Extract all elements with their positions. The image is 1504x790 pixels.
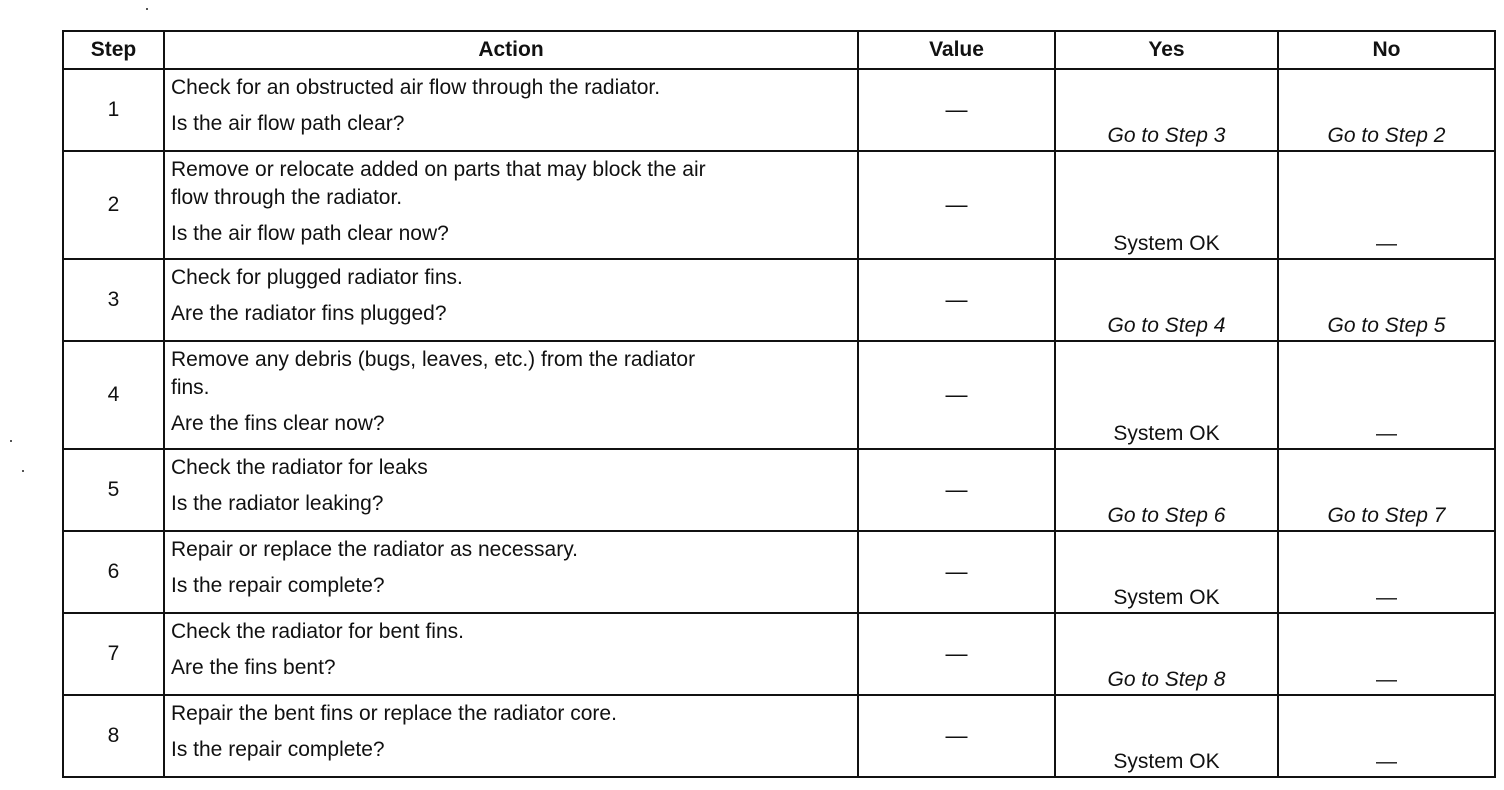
no-cell: — (1278, 613, 1495, 695)
action-question: Is the air flow path clear now? (171, 222, 449, 245)
action-question: Is the repair complete? (171, 574, 385, 597)
action-cell (164, 341, 858, 449)
table-row (63, 69, 1495, 151)
no-cell: — (1278, 531, 1495, 613)
step-number: 1 (63, 69, 164, 151)
yes-cell: System OK (1055, 695, 1278, 777)
action-text: Check for an obstructed air flow through the radiator. (171, 76, 661, 99)
value-cell: — (858, 341, 1055, 449)
action-text: flow through the radiator. (171, 186, 403, 209)
table-row (63, 531, 1495, 613)
yes-cell: System OK (1055, 341, 1278, 449)
value-cell: — (858, 613, 1055, 695)
step-number: 8 (63, 695, 164, 777)
action-cell (164, 69, 858, 151)
yes-cell: Go to Step 8 (1055, 613, 1278, 695)
action-text: Remove any debris (bugs, leaves, etc.) from the radiator (171, 348, 696, 371)
yes-cell: Go to Step 6 (1055, 449, 1278, 531)
yes-cell: Go to Step 4 (1055, 259, 1278, 341)
step-number: 3 (63, 259, 164, 341)
action-text: Check for plugged radiator fins. (171, 266, 463, 289)
diagnostic-table-container (62, 30, 1494, 778)
header-yes: Yes (1055, 31, 1278, 69)
no-cell: — (1278, 695, 1495, 777)
action-text: fins. (171, 376, 210, 399)
action-text: Repair the bent fins or replace the radiator core. (171, 702, 617, 725)
value-cell: — (858, 531, 1055, 613)
value-cell: — (858, 151, 1055, 259)
yes-cell: System OK (1055, 531, 1278, 613)
no-cell: Go to Step 5 (1278, 259, 1495, 341)
action-question: Is the radiator leaking? (171, 492, 384, 515)
table-row (63, 341, 1495, 449)
table-row (63, 695, 1495, 777)
diagnostic-table (62, 30, 1496, 778)
action-cell (164, 531, 858, 613)
table-row (63, 259, 1495, 341)
action-cell (164, 151, 858, 259)
header-step: Step (63, 31, 164, 69)
step-number: 2 (63, 151, 164, 259)
table-row (63, 151, 1495, 259)
value-cell: — (858, 695, 1055, 777)
step-number: 5 (63, 449, 164, 531)
table-body (63, 69, 1495, 777)
action-cell (164, 449, 858, 531)
header-no: No (1278, 31, 1495, 69)
action-text: Check the radiator for leaks (171, 456, 428, 479)
value-cell: — (858, 449, 1055, 531)
action-text: Repair or replace the radiator as necessary. (171, 538, 578, 561)
no-cell: — (1278, 151, 1495, 259)
step-number: 6 (63, 531, 164, 613)
no-cell: Go to Step 2 (1278, 69, 1495, 151)
action-question: Is the repair complete? (171, 738, 385, 761)
action-question: Are the radiator fins plugged? (171, 302, 447, 325)
table-row (63, 613, 1495, 695)
value-cell: — (858, 69, 1055, 151)
action-question: Are the fins clear now? (171, 412, 385, 435)
step-number: 7 (63, 613, 164, 695)
action-cell (164, 695, 858, 777)
yes-cell: Go to Step 3 (1055, 69, 1278, 151)
yes-cell: System OK (1055, 151, 1278, 259)
no-cell: — (1278, 341, 1495, 449)
action-question: Is the air flow path clear? (171, 112, 405, 135)
value-cell: — (858, 259, 1055, 341)
header-value: Value (858, 31, 1055, 69)
step-number: 4 (63, 341, 164, 449)
table-header-row (63, 31, 1495, 69)
header-action: Action (164, 31, 858, 69)
action-text: Remove or relocate added on parts that may block the air (171, 158, 706, 181)
action-cell (164, 613, 858, 695)
table-row (63, 449, 1495, 531)
action-text: Check the radiator for bent fins. (171, 620, 464, 643)
action-question: Are the fins bent? (171, 656, 336, 679)
no-cell: Go to Step 7 (1278, 449, 1495, 531)
action-cell (164, 259, 858, 341)
